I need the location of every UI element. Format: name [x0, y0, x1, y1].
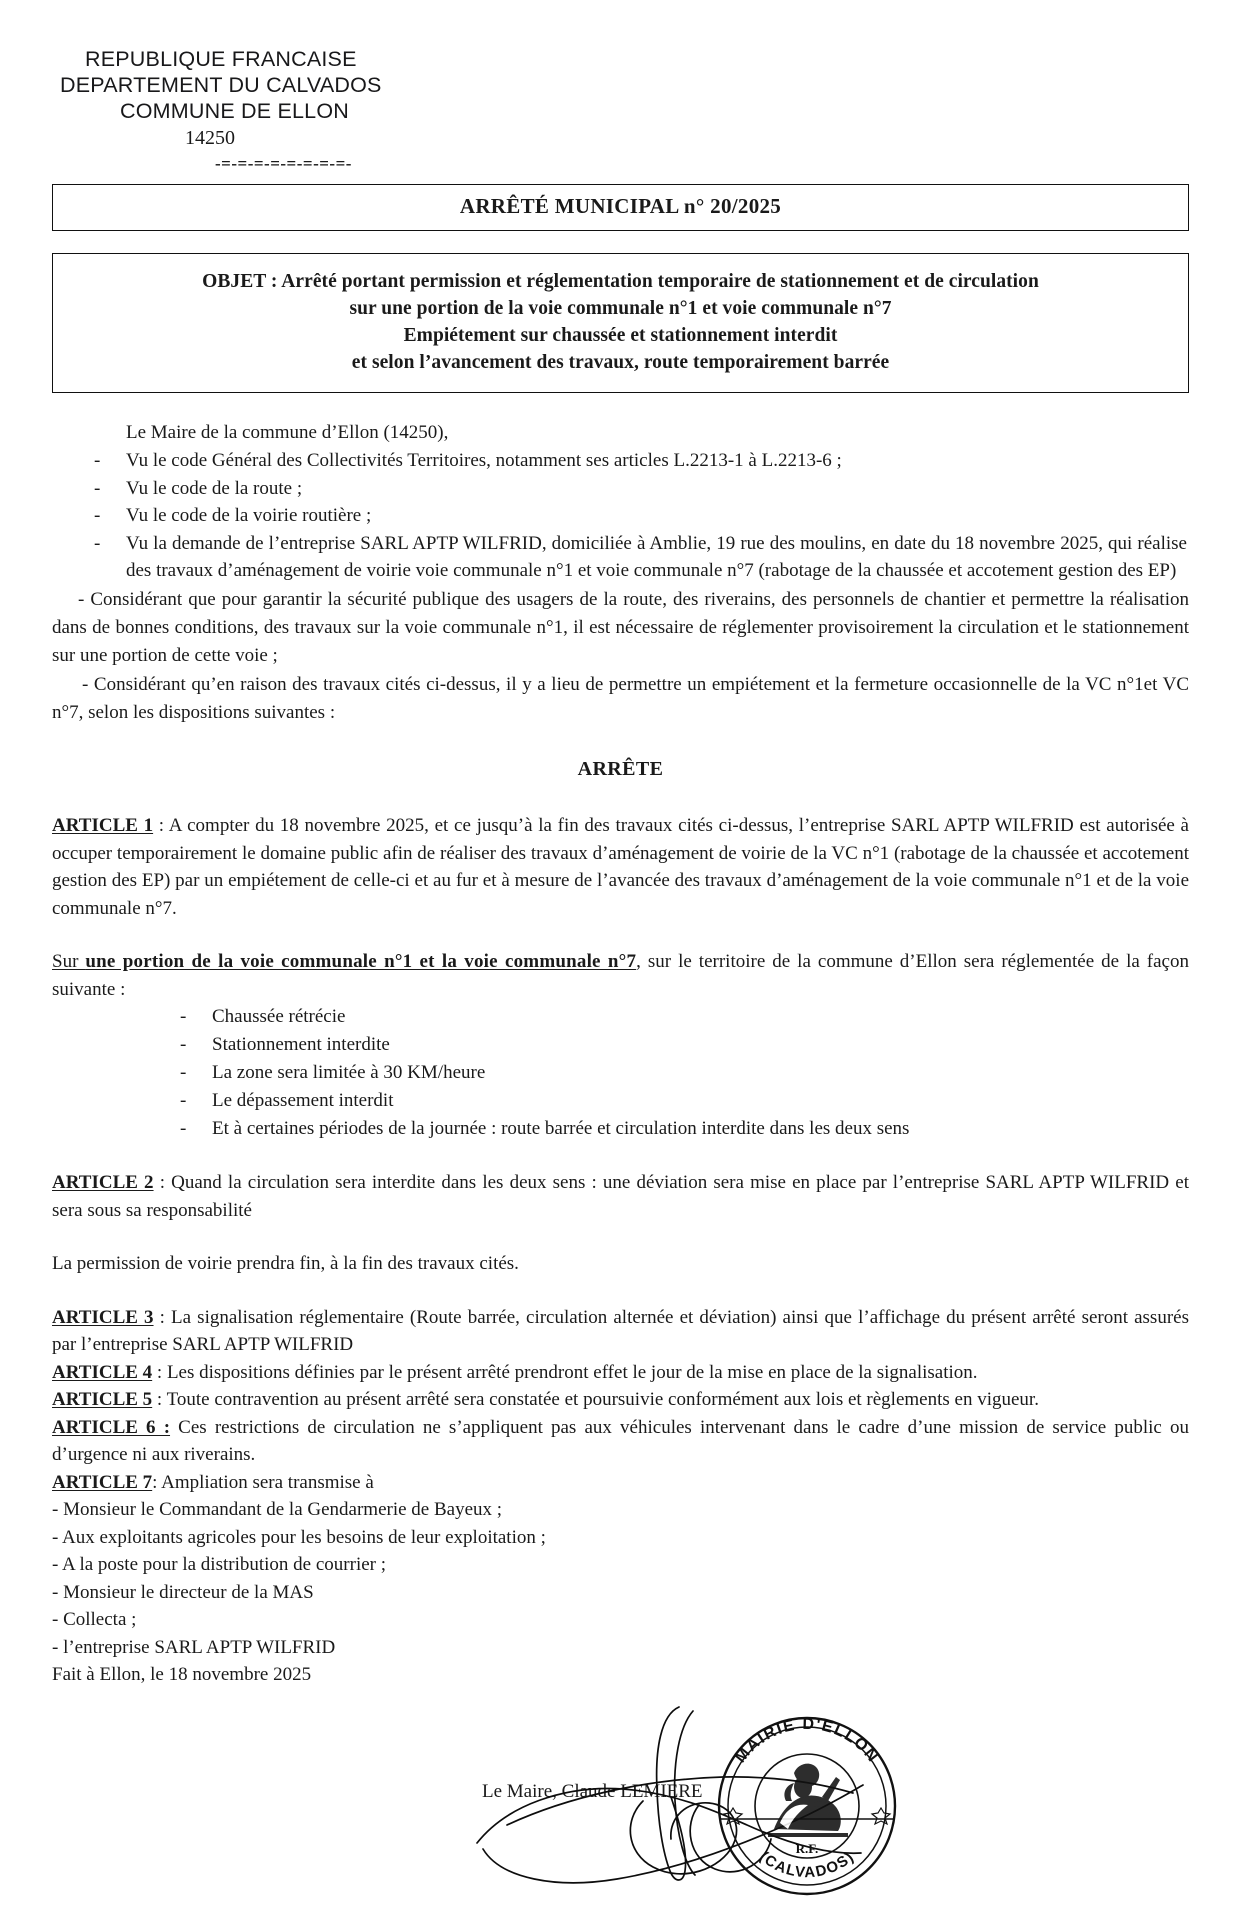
letterhead-line-commune: COMMUNE DE ELLON — [120, 99, 349, 123]
article-2 — [52, 1169, 1189, 1224]
list-dash: - — [94, 532, 101, 554]
objet-line-2: sur une portion de la voie communale n°1 et voie communale n°7 — [349, 298, 892, 319]
article-3-label: ARTICLE 3 — [52, 1306, 154, 1328]
arrete-title-box — [52, 184, 1189, 231]
article-4-text: : Les dispositions définies par le présent arrêté prendront effet le jour de la mise en place de la signalisation. — [152, 1361, 978, 1383]
article-3 — [52, 1304, 1189, 1359]
article-5 — [52, 1386, 1189, 1414]
vu-item — [52, 530, 1189, 585]
sur-prefix: Sur — [52, 951, 86, 972]
objet-box — [52, 253, 1189, 393]
distribution-item: - Collecta ; — [52, 1609, 137, 1630]
list-dash: - — [180, 1034, 187, 1055]
list-dash: - — [180, 1006, 187, 1027]
vu-item — [52, 502, 1189, 530]
permission-note: La permission de voirie prendra fin, à la fin des travaux cités. — [52, 1253, 519, 1274]
article-2-label: ARTICLE 2 — [52, 1172, 154, 1193]
vu-item-text: Vu la demande de l’entreprise SARL APTP WILFRID, domiciliée à Amblie, 19 rue des moulins, en date du 18 novembre 2025, qui réalise des travaux d’aménagement de voirie voie communale n°1 et voie communale n°7 (rabotage de la chaussée et accotement gestion des EP) — [126, 532, 1187, 581]
condition-item — [52, 1003, 1189, 1031]
official-stamp — [702, 1701, 912, 1911]
article-1 — [52, 812, 1189, 922]
sur-portion-paragraph — [52, 948, 1189, 1003]
condition-item — [52, 1059, 1189, 1087]
article-7-label: ARTICLE 7 — [52, 1471, 153, 1493]
condition-item — [52, 1115, 1189, 1143]
condition-item — [52, 1031, 1189, 1059]
article-3-text: : La signalisation réglementaire (Route barrée, circulation alternée et déviation) ainsi que l’affichage du présent arrêté seront assurés par l’entreprise SARL APTP WILFRID — [52, 1306, 1189, 1355]
article-4-label: ARTICLE 4 — [52, 1361, 153, 1383]
list-dash: - — [180, 1062, 187, 1083]
vu-item-text: Vu le code de la voirie routière ; — [126, 505, 372, 526]
objet-line-3: Empiétement sur chaussée et stationnement interdit — [403, 325, 838, 346]
objet-line-1: OBJET : Arrêté portant permission et réglementation temporaire de stationnement et de circulation — [202, 271, 1039, 292]
article-6-text: Ces restrictions de circulation ne s’appliquent pas aux véhicules intervenant dans le cadre d’une mission de service public ou d’urgence ni aux riverains. — [52, 1416, 1189, 1465]
stamp-top-text: MAIRIE D'ELLON — [732, 1715, 882, 1766]
article-4 — [52, 1359, 1189, 1387]
condition-text: Chaussée rétrécie — [212, 1006, 346, 1027]
article-1-text: : A compter du 18 novembre 2025, et ce jusqu’à la fin des travaux cités ci-dessus, l’entreprise SARL APTP WILFRID est autorisée à occuper temporairement le domaine public afin de réaliser des travaux d’aménagement de voirie de la VC n°1 (rabotage de la chaussée et accotement gestion des EP) par un empiétement de celle-ci et au fur et à mesure de l’avancée des travaux d’aménagement de la voie communale n°1 et de la voie communale n°7. — [52, 815, 1189, 919]
article-7-text: : Ampliation sera transmise à — [152, 1471, 374, 1493]
distribution-item: - Monsieur le directeur de la MAS — [52, 1581, 314, 1603]
vu-list — [52, 447, 1189, 585]
condition-text: Et à certaines périodes de la journée : route barrée et circulation interdite dans les deux sens — [212, 1118, 910, 1139]
article-5-label: ARTICLE 5 — [52, 1389, 153, 1410]
stamp-emblem — [768, 1763, 848, 1836]
list-dash: - — [180, 1090, 187, 1111]
condition-item — [52, 1087, 1189, 1115]
sur-suffix: , sur le territoire de la commune d’Ellon sera réglementée de la façon suivante : — [52, 951, 1189, 1000]
letterhead — [0, 46, 1241, 176]
article-6 — [52, 1414, 1189, 1469]
article-6-label: ARTICLE 6 : — [52, 1416, 171, 1438]
letterhead-line-republic: REPUBLIQUE FRANCAISE — [85, 47, 357, 71]
list-dash: - — [94, 505, 101, 526]
letterhead-postal-code: 14250 — [185, 127, 235, 149]
signature-caption: Le Maire, Claude LEMIERE — [482, 1780, 703, 1802]
stamp-bottom-text: (CALVADOS) — [756, 1847, 858, 1881]
condition-text: Le dépassement interdit — [212, 1090, 394, 1111]
considerant-2: - Considérant qu’en raison des travaux cités ci-dessus, il y a lieu de permettre un empiétement et la fermeture occasionnelle de la VC n°1et VC n°7, selon les dispositions suivantes : — [52, 673, 1189, 723]
list-dash: - — [94, 450, 101, 471]
article-2-text: : Quand la circulation sera interdite dans les deux sens : une déviation sera mise en place par l’entreprise SARL APTP WILFRID et sera sous sa responsabilité — [52, 1172, 1189, 1221]
distribution-item: - Monsieur le Commandant de la Gendarmerie de Bayeux ; — [52, 1499, 503, 1520]
stamp-center-text: R.F. — [795, 1840, 819, 1856]
document-body — [52, 393, 1189, 1921]
vu-item — [52, 475, 1189, 503]
distribution-item: - A la poste pour la distribution de courrier ; — [52, 1554, 387, 1575]
condition-text: La zone sera limitée à 30 KM/heure — [212, 1062, 486, 1083]
place-and-date: Fait à Ellon, le 18 novembre 2025 — [52, 1664, 312, 1685]
vu-item-text: Vu le code Général des Collectivités Territoires, notamment ses articles L.2213-1 à L.2213-6 ; — [126, 450, 842, 471]
vu-item-text: Vu le code de la route ; — [126, 477, 303, 499]
article-7 — [52, 1469, 1189, 1497]
distribution-item: - l’entreprise SARL APTP WILFRID — [52, 1636, 336, 1658]
vu-item — [52, 447, 1189, 475]
list-dash: - — [94, 477, 101, 499]
article-1-label: ARTICLE 1 — [52, 815, 154, 836]
arrete-heading: ARRÊTE — [577, 757, 664, 780]
sur-portion-emphasis: une portion de la voie communale n°1 et la voie communale n°7 — [85, 951, 637, 972]
condition-text: Stationnement interdite — [212, 1034, 390, 1055]
preamble-intro: Le Maire de la commune d’Ellon (14250), — [126, 422, 449, 443]
objet-line-4: et selon l’avancement des travaux, route temporairement barrée — [351, 352, 890, 373]
arrete-title: ARRÊTÉ MUNICIPAL n° 20/2025 — [459, 194, 782, 218]
conditions-list — [52, 1003, 1189, 1143]
letterhead-separator: -=-=-=-=-=-=-=-=- — [215, 154, 352, 173]
considerant-1: - Considérant que pour garantir la sécurité publique des usagers de la route, des riverains, des personnels de chantier et permettre la réalisation dans de bonnes conditions, des travaux sur la voie communale n°1, il est nécessaire de réglementer provisoirement la circulation et le stationnement sur une portion de cette voie ; — [52, 588, 1189, 666]
signature-zone — [52, 1691, 1189, 1921]
letterhead-line-department: DEPARTEMENT DU CALVADOS — [60, 73, 382, 97]
article-5-text: : Toute contravention au présent arrêté sera constatée et poursuivie conformément aux lois et règlements en vigueur. — [152, 1389, 1039, 1410]
list-dash: - — [180, 1118, 187, 1139]
distribution-item: - Aux exploitants agricoles pour les besoins de leur exploitation ; — [52, 1526, 546, 1548]
